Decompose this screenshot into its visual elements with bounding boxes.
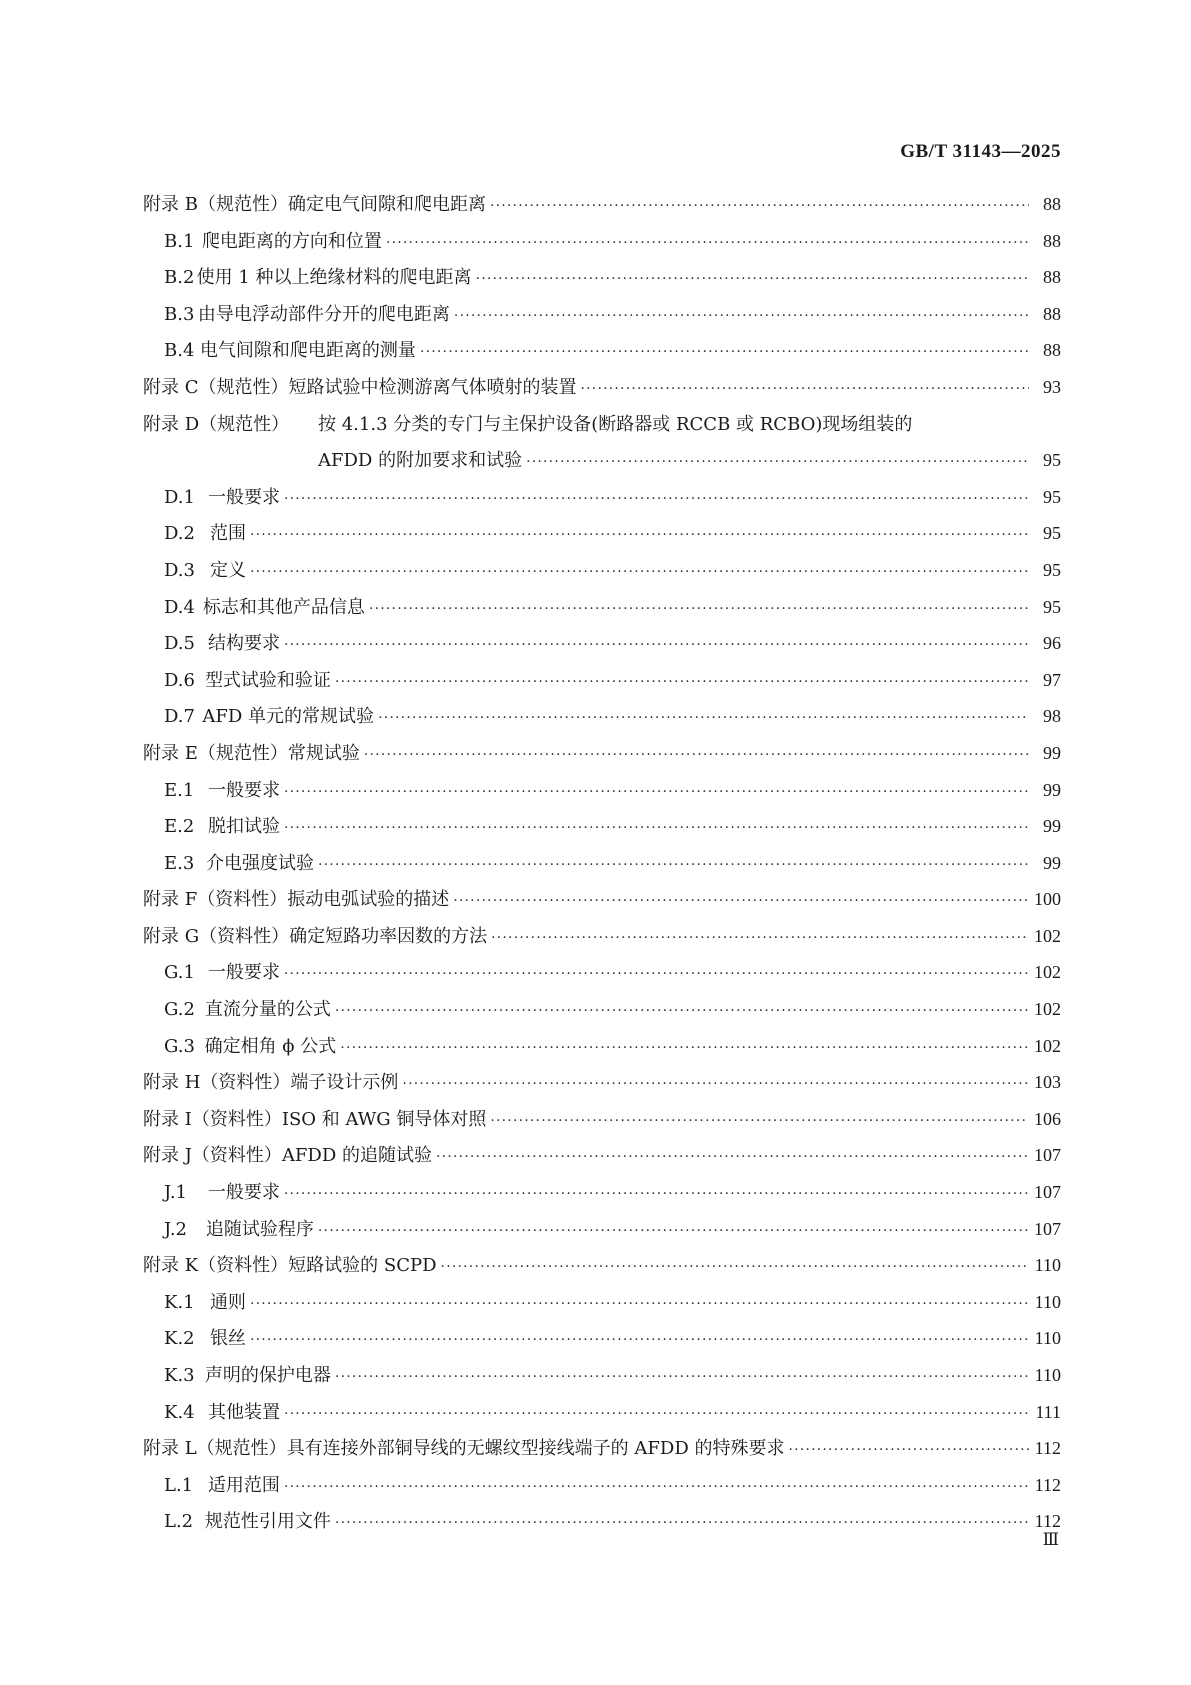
toc-entry[interactable] [143,336,1061,373]
dot-leader [284,491,1029,507]
toc-entry-page: 102 [1034,962,1061,983]
toc-entry-number: G.3 [164,1035,195,1057]
toc-entry[interactable] [143,519,1061,556]
toc-entry[interactable] [143,1434,1061,1471]
dot-leader [476,271,1029,287]
toc-entry-title: 结构要求 [207,633,280,655]
dot-leader [453,893,1028,909]
dot-leader [386,235,1029,251]
dot-leader [284,820,1029,836]
toc-entry-page: 88 [1043,267,1061,288]
toc-entry-page: 112 [1034,1474,1061,1495]
dot-leader [318,1223,1028,1239]
toc-entry[interactable] [143,739,1061,776]
toc-entry-number: K.1 [164,1291,195,1313]
dot-leader [369,601,1029,617]
toc-entry-number: 附录 J（资料性） [143,1145,282,1167]
toc-entry-number: K.2 [164,1328,195,1350]
toc-entry-number: E.3 [164,852,195,874]
toc-entry[interactable] [143,922,1061,959]
dot-leader [284,1479,1029,1495]
toc-entry-page: 111 [1035,1401,1061,1422]
toc-entry-page: 112 [1034,1511,1061,1532]
toc-entry-page: 100 [1034,889,1061,910]
dot-leader [284,1186,1028,1202]
toc-entry-title: 介电强度试验 [205,852,314,874]
toc-entry-title: 通则 [209,1291,246,1313]
dot-leader [378,710,1029,726]
toc-entry-title: 适用范围 [207,1474,280,1496]
toc-entry[interactable] [143,1361,1061,1398]
toc-entry-number: B.3 [164,303,195,325]
toc-entry-number: L.1 [164,1474,194,1496]
toc-entry[interactable] [143,446,1061,483]
dot-leader [284,966,1028,982]
toc-entry-page: 106 [1034,1108,1061,1129]
toc-entry[interactable] [143,1288,1061,1325]
toc-entry[interactable] [143,1398,1061,1435]
toc-entry[interactable] [143,1032,1061,1069]
dot-leader [318,857,1029,873]
toc-entry-page: 93 [1043,376,1061,397]
toc-entry-page: 88 [1043,303,1061,324]
toc-entry-title: 标志和其他产品信息 [202,596,365,618]
toc-entry-number: 附录 E（规范性） [143,742,288,764]
toc-entry-page: 107 [1034,1182,1061,1203]
toc-entry[interactable] [143,373,1061,410]
toc-entry-page: 95 [1043,450,1061,471]
dot-leader [436,1149,1028,1165]
toc-entry-page: 99 [1043,852,1061,873]
dot-leader [335,1369,1029,1385]
dot-leader [526,454,1029,470]
toc-entry-title: 声明的保护电器 [204,1365,331,1386]
toc-entry-page: 88 [1043,340,1061,361]
table-of-contents [143,190,1061,1544]
toc-entry-number: B.2 [164,267,195,289]
toc-entry-number: 附录 F（资料性） [143,889,288,911]
toc-entry[interactable] [143,1068,1061,1105]
toc-entry[interactable] [143,1105,1061,1142]
toc-entry-number: L.2 [164,1511,194,1533]
toc-entry-title: 常规试验 [287,742,360,764]
toc-entry[interactable] [143,410,1061,447]
dot-leader [420,344,1029,360]
toc-entry-number: K.4 [164,1401,195,1423]
toc-entry-number: D.3 [164,559,195,581]
toc-entry-title: 电气间隙和爬电距离的测量 [199,340,416,362]
toc-entry-page: 102 [1034,999,1061,1020]
toc-entry-number: 附录 K（资料性） [143,1255,289,1277]
dot-leader [284,1406,1029,1422]
toc-entry-page: 95 [1043,486,1061,507]
toc-entry-page: 88 [1043,194,1061,214]
toc-entry-number: E.1 [164,779,195,801]
dot-leader [581,381,1030,397]
toc-entry-title: ISO 和 AWG 铜导体对照 [281,1108,487,1130]
toc-entry-title: 一般要求 [207,962,280,984]
toc-entry[interactable] [143,776,1061,813]
dot-leader [284,637,1029,653]
dot-leader [454,308,1029,324]
dot-leader [250,1332,1029,1348]
toc-entry[interactable] [143,593,1061,630]
toc-entry-page: 110 [1034,1328,1061,1349]
dot-leader [490,1113,1028,1129]
toc-entry-title: 定义 [209,559,246,581]
toc-entry-number: J.1 [164,1182,187,1204]
toc-entry[interactable] [143,1471,1061,1508]
toc-entry-title: 振动电弧试验的描述 [287,889,450,911]
dot-leader [335,1515,1029,1531]
toc-entry-title: 一般要求 [207,779,280,801]
toc-entry-number: 附录 I（资料性） [143,1108,282,1130]
dot-leader [441,1259,1029,1275]
toc-entry-number: E.2 [164,816,195,838]
toc-entry-number: G.1 [164,962,195,984]
toc-entry-title: 爬电距离的方向和位置 [201,230,382,252]
toc-entry-number: 附录 G（资料性） [143,925,290,947]
toc-entry-page: 103 [1034,1072,1061,1093]
toc-entry-number: D.1 [164,486,195,508]
toc-entry-title: AFDD 的附加要求和试验 [318,450,523,472]
toc-entry-page: 112 [1034,1438,1061,1459]
toc-entry[interactable] [143,812,1061,849]
toc-entry[interactable] [143,227,1061,264]
toc-entry-title: 使用 1 种以上绝缘材料的爬电距离 [196,267,472,289]
toc-entry-page: 98 [1043,706,1061,727]
dot-leader [788,1442,1028,1458]
toc-entry-title: 范围 [209,523,246,545]
dot-leader [250,564,1029,580]
toc-entry-page: 110 [1034,1291,1061,1312]
toc-entry-number: B.4 [164,340,195,362]
toc-entry[interactable] [143,995,1061,1032]
toc-entry[interactable] [143,629,1061,666]
toc-entry-title: 其他装置 [207,1401,280,1423]
toc-entry[interactable] [143,1507,1061,1544]
toc-entry-number: D.4 [164,596,195,618]
toc-entry[interactable] [143,849,1061,886]
toc-entry-number: 附录 L（规范性） [143,1438,287,1460]
toc-entry-title: 直流分量的公式 [204,999,331,1021]
toc-entry-number: K.3 [164,1365,195,1386]
dot-leader [402,1076,1028,1092]
toc-entry-title: 追随试验程序 [205,1218,314,1240]
toc-entry-number: G.2 [164,999,195,1021]
toc-entry-title: 一般要求 [207,1182,280,1204]
toc-entry-page: 97 [1043,669,1061,690]
toc-entry-title: 规范性引用文件 [204,1511,331,1533]
toc-entry-title: 短路试验的 SCPD [288,1255,437,1277]
toc-entry-page: 102 [1034,1035,1061,1056]
toc-entry-number: 附录 B（规范性） [143,194,288,215]
toc-entry-page: 99 [1043,742,1061,763]
toc-entry-page: 95 [1043,559,1061,580]
toc-entry-number: D.6 [164,669,195,691]
toc-entry-page: 99 [1043,816,1061,837]
toc-entry[interactable] [143,1141,1061,1178]
toc-entry-title: 短路试验中检测游离气体喷射的装置 [288,376,577,398]
toc-entry-number: J.2 [164,1218,187,1240]
toc-entry-title: 脱扣试验 [207,816,280,838]
toc-entry-title: 确定相角 ϕ 公式 [204,1035,337,1057]
dot-leader [250,1296,1029,1312]
toc-entry[interactable] [143,1251,1061,1288]
toc-entry-number: D.5 [164,633,195,655]
toc-entry[interactable] [143,483,1061,520]
toc-entry-title: AFDD 的追随试验 [281,1145,433,1167]
toc-entry-page: 99 [1043,779,1061,800]
dot-leader [491,930,1028,946]
toc-entry[interactable] [143,885,1061,922]
toc-entry-page: 110 [1034,1365,1061,1385]
toc-entry-title: 一般要求 [207,486,280,508]
toc-entry-title: AFD 单元的常规试验 [202,706,375,728]
dot-leader [340,1040,1028,1056]
toc-entry-page: 107 [1034,1145,1061,1166]
dot-leader [335,674,1029,690]
toc-entry[interactable] [143,702,1061,739]
toc-entry-page: 96 [1043,633,1061,654]
toc-entry-page: 88 [1043,230,1061,251]
dot-leader [335,1003,1028,1019]
toc-entry-number: B.1 [164,230,195,252]
toc-entry-page: 102 [1034,925,1061,946]
toc-entry-title: 端子设计示例 [290,1072,399,1094]
toc-entry-page: 110 [1034,1255,1061,1276]
toc-entry[interactable] [143,263,1061,300]
toc-entry-page: 107 [1034,1218,1061,1239]
page-folio: Ⅲ [1042,1530,1059,1549]
toc-entry[interactable] [143,666,1061,703]
toc-entry-title: 银丝 [209,1328,246,1350]
toc-entry[interactable] [143,958,1061,995]
toc-entry-title: 按 4.1.3 分类的专门与主保护设备(断路器或 RCCB 或 RCBO)现场组装的 [318,413,913,435]
toc-entry[interactable] [143,556,1061,593]
standard-code: GB/T 31143—2025 [900,141,1061,162]
toc-entry-title: 确定短路功率因数的方法 [289,925,488,947]
dot-leader [364,747,1029,763]
toc-entry-number: D.2 [164,523,195,545]
dot-leader [490,198,1029,214]
toc-entry[interactable] [143,190,1061,227]
toc-entry[interactable] [143,1178,1061,1215]
toc-entry-title: 具有连接外部铜导线的无螺纹型接线端子的 AFDD 的特殊要求 [286,1438,785,1460]
toc-entry[interactable] [143,300,1061,337]
toc-entry[interactable] [143,1215,1061,1252]
toc-entry[interactable] [143,1324,1061,1361]
toc-entry-number: 附录 D（规范性） [143,413,290,435]
toc-entry-title: 确定电气间隙和爬电距离 [287,194,486,215]
toc-entry-number: 附录 H（资料性） [143,1072,291,1094]
toc-entry-title: 型式试验和验证 [204,669,331,691]
toc-entry-number: D.7 [164,706,195,728]
dot-leader [284,784,1029,800]
toc-entry-number: 附录 C（规范性） [143,376,289,398]
toc-entry-page: 95 [1043,523,1061,544]
dot-leader [250,527,1029,543]
toc-entry-title: 由导电浮动部件分开的爬电距离 [197,303,450,325]
toc-entry-page: 95 [1043,596,1061,617]
